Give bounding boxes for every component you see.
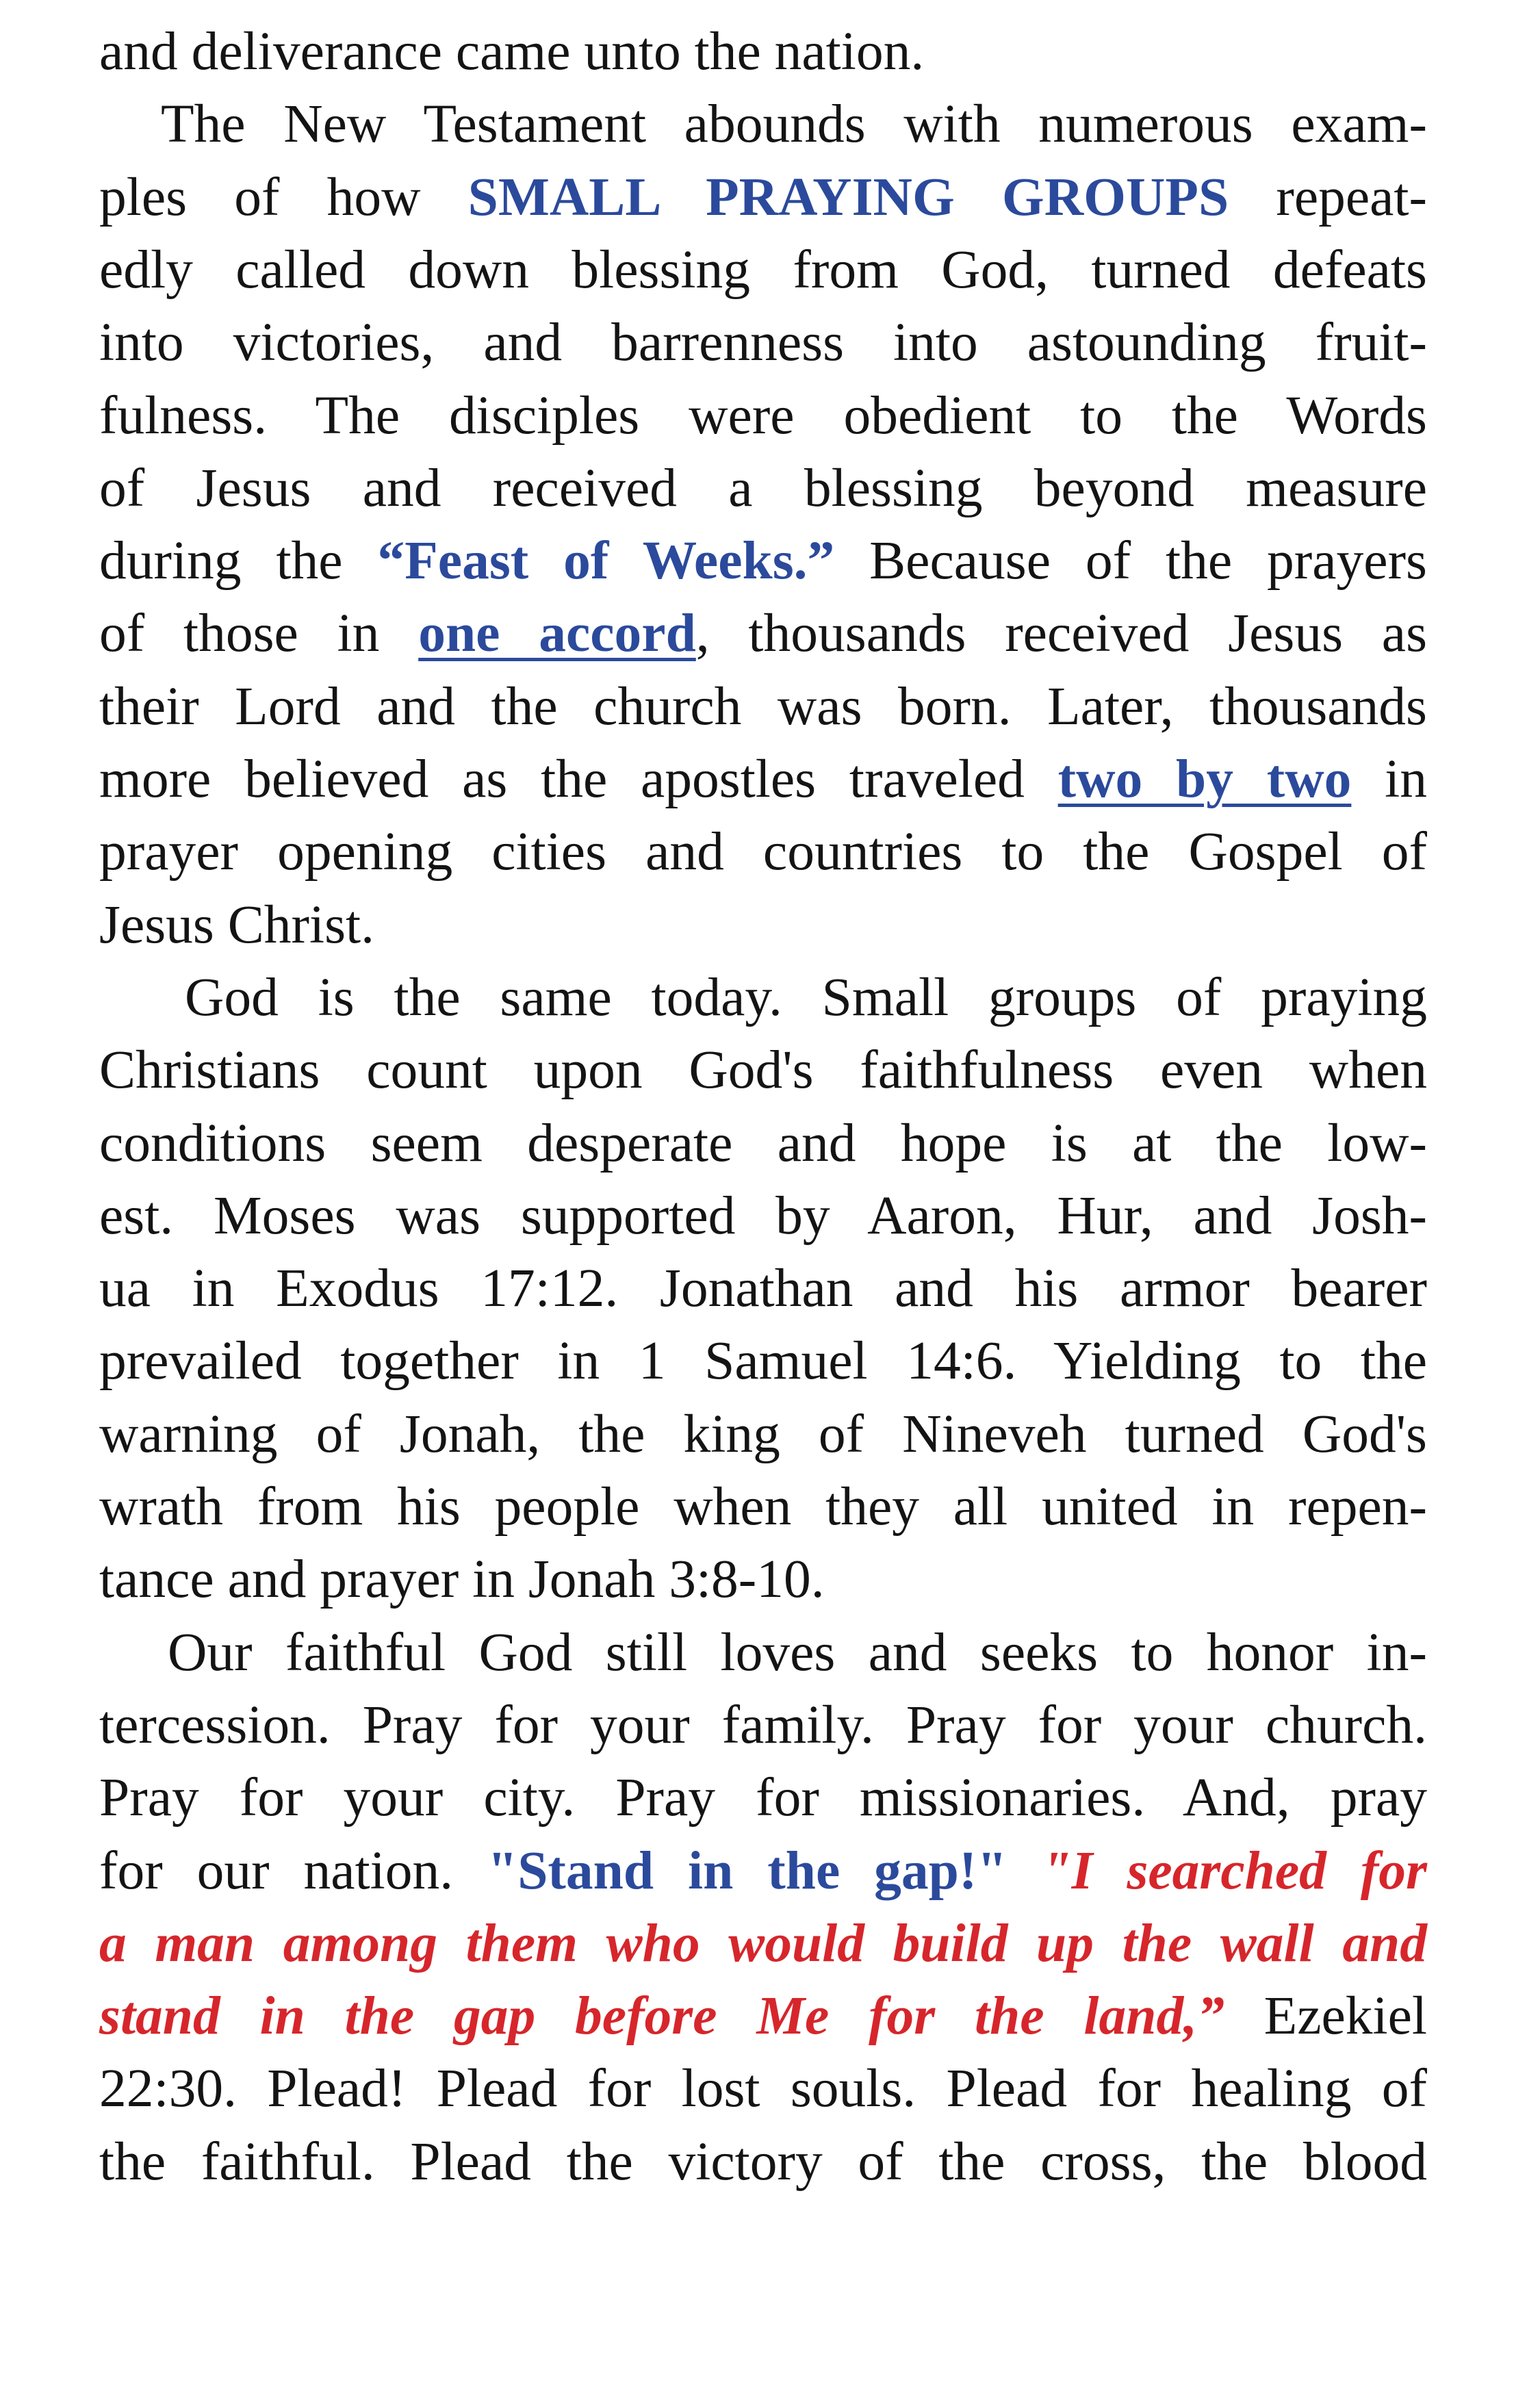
text-line bbox=[99, 306, 1427, 379]
text-line bbox=[99, 233, 1427, 306]
line-text: 22:30. Plead! Plead for lost souls. Plead for healing of bbox=[99, 2058, 1427, 2119]
text-line bbox=[99, 743, 1427, 815]
text-line bbox=[99, 1980, 1427, 2052]
text-line bbox=[99, 2125, 1427, 2198]
line-text: Pray for your city. Pray for missionaries. And, pray bbox=[99, 1767, 1427, 1828]
text-line bbox=[99, 1689, 1427, 1761]
emphasis-text: “Feast of Weeks.” bbox=[377, 530, 835, 591]
text-line bbox=[99, 888, 1427, 961]
text-line bbox=[99, 524, 1427, 597]
text-line bbox=[99, 1179, 1427, 1252]
text-line bbox=[99, 452, 1427, 524]
emphasis-text: a man among them who would build up the wall and bbox=[99, 1912, 1427, 1973]
line-text: repeat- bbox=[1229, 166, 1427, 227]
line-text: and deliverance came unto the nation. bbox=[99, 21, 925, 81]
text-line bbox=[99, 1470, 1427, 1543]
text-line bbox=[99, 670, 1427, 743]
line-text: The New Testament abounds with numerous exam- bbox=[161, 94, 1427, 155]
line-text: wrath from his people when they all united in repen- bbox=[99, 1476, 1427, 1537]
line-text: prevailed together in 1 Samuel 14:6. Yielding to the bbox=[99, 1331, 1427, 1392]
line-text: Christians count upon God's faithfulness even when bbox=[99, 1040, 1427, 1101]
line-text bbox=[1008, 1841, 1042, 1901]
text-line bbox=[99, 1252, 1427, 1324]
line-text: Ezekiel bbox=[1224, 1986, 1427, 2047]
text-line bbox=[99, 1834, 1427, 1907]
line-text: est. Moses was supported by Aaron, Hur, and Josh- bbox=[99, 1185, 1427, 1246]
text-line bbox=[99, 15, 1427, 88]
text-line bbox=[99, 1324, 1427, 1397]
line-text: more believed as the apostles traveled bbox=[99, 749, 1058, 809]
text-line bbox=[99, 815, 1427, 888]
line-text: ples of how bbox=[99, 166, 468, 227]
line-text: of Jesus and received a blessing beyond measure bbox=[99, 457, 1427, 518]
line-text: in bbox=[1351, 749, 1427, 809]
emphasis-text: two by two bbox=[1057, 749, 1352, 809]
line-text: Our faithful God still loves and seeks to honor in- bbox=[168, 1622, 1427, 1682]
emphasis-text: stand in the gap before Me for the land,” bbox=[99, 1986, 1224, 2047]
emphasis-text: one accord bbox=[418, 603, 696, 664]
text-line bbox=[168, 1616, 1427, 1689]
line-text: the faithful. Plead the victory of the cross, the blood bbox=[99, 2131, 1427, 2192]
text-line bbox=[99, 1761, 1427, 1834]
text-line bbox=[99, 1543, 1427, 1615]
text-line bbox=[99, 379, 1427, 452]
line-text: Because of the prayers bbox=[834, 530, 1427, 591]
text-line bbox=[99, 597, 1427, 669]
line-text: prayer opening cities and countries to the Gospel of bbox=[99, 821, 1427, 882]
text-line bbox=[99, 1907, 1427, 1980]
line-text: their Lord and the church was born. Later, thousands bbox=[99, 676, 1427, 737]
line-text: tercession. Pray for your family. Pray for your church. bbox=[99, 1694, 1427, 1755]
emphasis-text: "Stand in the gap!" bbox=[487, 1840, 1008, 1901]
text-line bbox=[99, 2052, 1427, 2125]
line-text: ua in Exodus 17:12. Jonathan and his armor bearer bbox=[99, 1258, 1427, 1319]
text-line bbox=[99, 161, 1427, 233]
line-text: fulness. The disciples were obedient to the Words bbox=[99, 385, 1427, 446]
line-text: warning of Jonah, the king of Nineveh turned God's bbox=[99, 1403, 1427, 1464]
line-text: edly called down blessing from God, turned defeats bbox=[99, 239, 1427, 300]
line-text: for our nation. bbox=[99, 1840, 488, 1901]
line-text: conditions seem desperate and hope is at the low- bbox=[99, 1112, 1427, 1173]
line-text: tance and prayer in Jonah 3:8-10. bbox=[99, 1549, 825, 1610]
emphasis-text: SMALL PRAYING GROUPS bbox=[467, 166, 1229, 227]
text-line bbox=[99, 1034, 1427, 1106]
emphasis-text: "I searched for bbox=[1041, 1840, 1427, 1901]
text-line bbox=[99, 1107, 1427, 1179]
text-line bbox=[99, 1398, 1427, 1470]
line-text: God is the same today. Small groups of praying bbox=[185, 966, 1427, 1027]
line-text: into victories, and barrenness into astounding fruit- bbox=[99, 312, 1427, 373]
text-line bbox=[161, 88, 1427, 160]
document-page bbox=[99, 0, 1427, 2382]
line-text: Jesus Christ. bbox=[99, 894, 374, 955]
line-text: during the bbox=[99, 530, 378, 591]
text-line bbox=[185, 961, 1427, 1034]
line-text: of those in bbox=[99, 603, 419, 664]
line-text: , thousands received Jesus as bbox=[695, 603, 1428, 664]
